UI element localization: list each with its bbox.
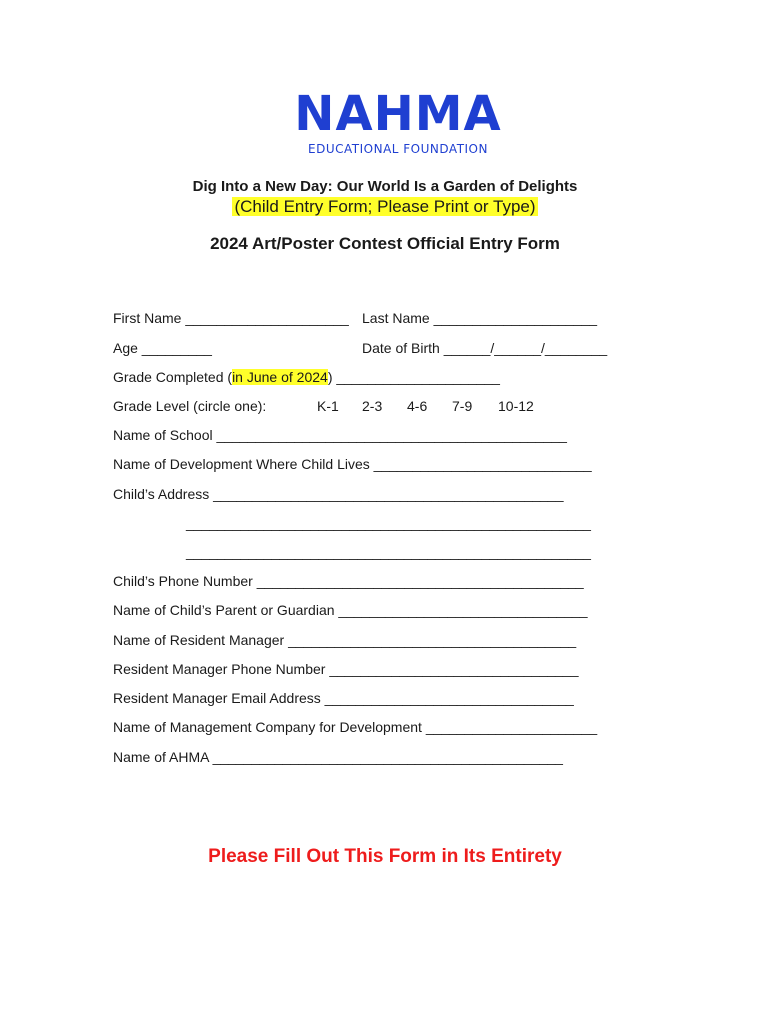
management-company-field[interactable]: Name of Management Company for Development ______________________ (113, 719, 598, 735)
parent-guardian-field[interactable]: Name of Child’s Parent or Guardian ________________________________ (113, 602, 588, 618)
contest-theme: Dig Into a New Day: Our World Is a Garden of Delights (192, 178, 578, 195)
last-name-field[interactable]: Last Name _____________________ (362, 310, 598, 326)
ahma-field[interactable]: Name of AHMA _____________________________________________ (113, 749, 563, 765)
resident-manager-email-field[interactable]: Resident Manager Email Address ________________________________ (113, 690, 574, 706)
grade-completed-label: Grade Completed ( (113, 369, 233, 385)
development-field[interactable]: Name of Development Where Child Lives ____________________________ (113, 456, 592, 472)
grade-option-10-12[interactable]: 10-12 (498, 398, 534, 414)
resident-manager-phone-field[interactable]: Resident Manager Phone Number ________________________________ (113, 661, 579, 677)
address-field[interactable]: Child’s Address _____________________________________________ (113, 486, 564, 502)
grade-option-4-6[interactable]: 4-6 (407, 398, 428, 414)
address-line-3[interactable]: ____________________________________________________ (186, 544, 591, 560)
grade-option-7-9[interactable]: 7-9 (452, 398, 473, 414)
nahma-logo: NAHMA (294, 86, 502, 142)
nahma-logo-subtitle: EDUCATIONAL FOUNDATION (308, 142, 488, 156)
form-subtitle-text: (Child Entry Form; Please Print or Type) (234, 197, 536, 216)
grade-completed-field[interactable] (113, 369, 500, 385)
grade-completed-blank: ) _____________________ (327, 369, 500, 385)
age-field[interactable]: Age _________ (113, 340, 212, 356)
grade-option-k1[interactable]: K-1 (317, 398, 339, 414)
date-of-birth-field[interactable]: Date of Birth ______/______/________ (362, 340, 608, 356)
fill-out-notice: Please Fill Out This Form in Its Entirety (208, 846, 562, 867)
grade-completed-highlight: in June of 2024 (232, 369, 328, 385)
school-field[interactable]: Name of School _____________________________________________ (113, 427, 567, 443)
address-line-2[interactable]: ____________________________________________________ (186, 515, 591, 531)
grade-level-label: Grade Level (circle one): (113, 398, 267, 414)
form-title: 2024 Art/Poster Contest Official Entry Form (210, 234, 560, 253)
child-phone-field[interactable]: Child’s Phone Number __________________________________________ (113, 573, 584, 589)
first-name-field[interactable]: First Name _____________________ (113, 310, 349, 326)
form-subtitle (0, 197, 770, 217)
resident-manager-field[interactable]: Name of Resident Manager _____________________________________ (113, 632, 577, 648)
grade-option-2-3[interactable]: 2-3 (362, 398, 383, 414)
